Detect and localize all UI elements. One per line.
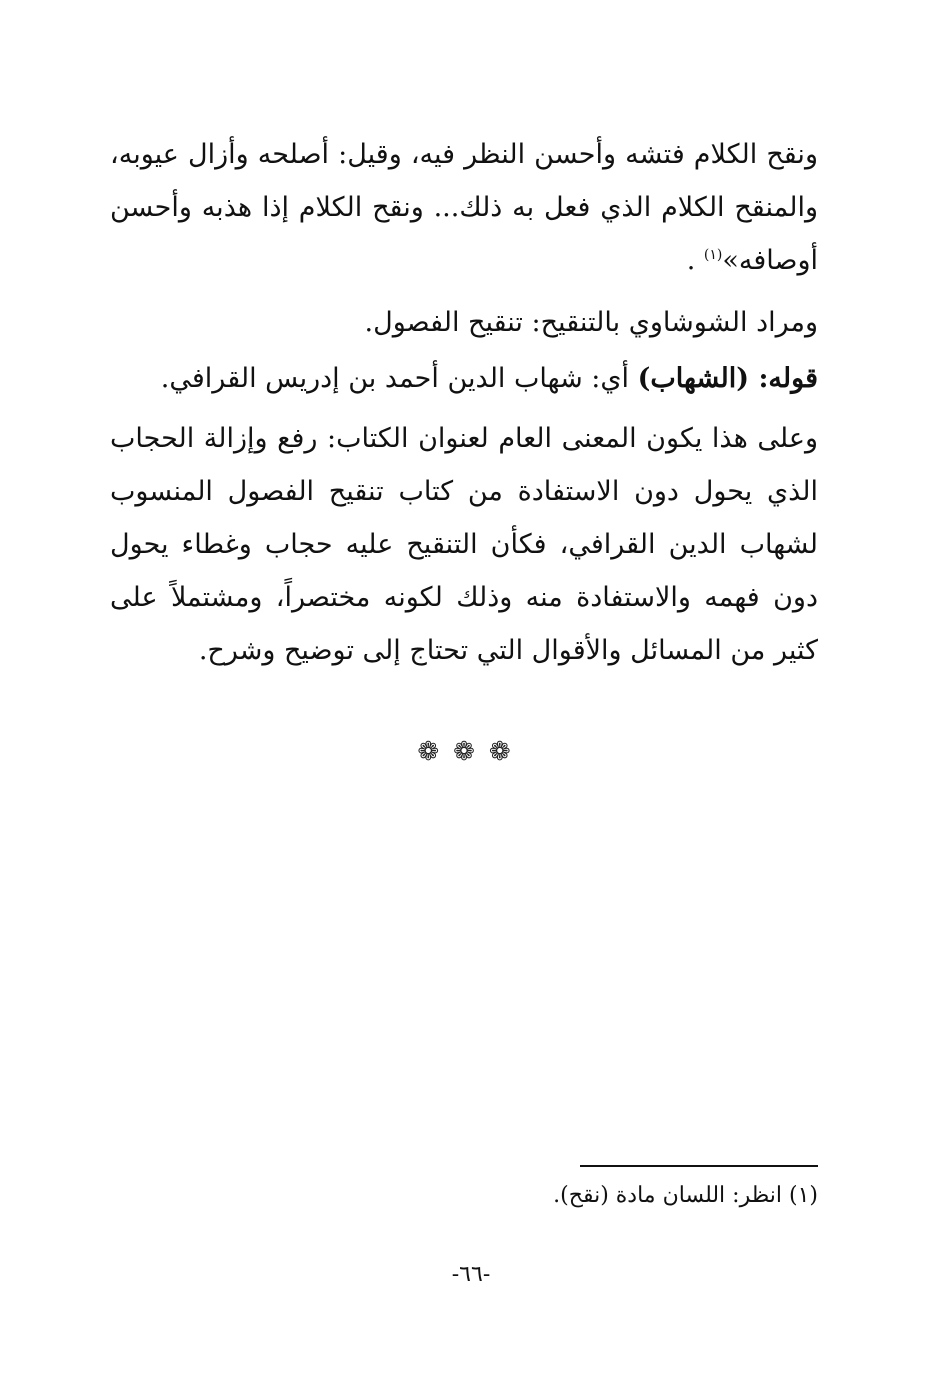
paragraph-shihab bbox=[110, 352, 858, 405]
footnote-text: (١) انظر: اللسان مادة (نقح). bbox=[553, 1183, 818, 1208]
paragraph-title-meaning bbox=[110, 412, 858, 677]
paragraph-definition bbox=[110, 128, 858, 287]
footnote-marker[interactable]: (١) bbox=[703, 247, 723, 263]
paragraph-shushawi bbox=[110, 296, 858, 349]
section-ornaments: ❁❁❁ bbox=[417, 737, 525, 767]
paragraph-definition-text: ونقح الكلام فتشه وأحسن النظر فيه، وقيل: أصلحه وأزال عيوبه، والمنقح الكلام الذي فعل به ذلك... ونقح الكلام إذا هذبه وأحسن أوصافه» bbox=[110, 139, 818, 276]
page-number: -٦٦- bbox=[451, 1262, 491, 1287]
paragraph-definition-end: . bbox=[686, 245, 704, 276]
footnote bbox=[300, 1176, 818, 1216]
footnote-divider bbox=[580, 1165, 818, 1167]
paragraph-shihab-label: قوله: (الشهاب) bbox=[637, 363, 818, 394]
paragraph-shihab-text: أي: شهاب الدين أحمد بن إدريس القرافي. bbox=[160, 363, 638, 394]
paragraph-title-meaning-text: وعلى هذا يكون المعنى العام لعنوان الكتاب: رفع وإزالة الحجاب الذي يحول دون الاستفادة من كتاب تنقيح الفصول المنسوب لشهاب الدين القرافي، فكأن التنقيح عليه حجاب وغطاء يحول دون فهمه والاستفادة منه وذلك لكونه مختصراً، ومشتملاً على كثير من المسائل والأقوال التي تحتاج إلى توضيح وشرح. bbox=[110, 423, 818, 666]
paragraph-shushawi-text: ومراد الشوشاوي بالتنقيح: تنقيح الفصول. bbox=[364, 307, 818, 338]
